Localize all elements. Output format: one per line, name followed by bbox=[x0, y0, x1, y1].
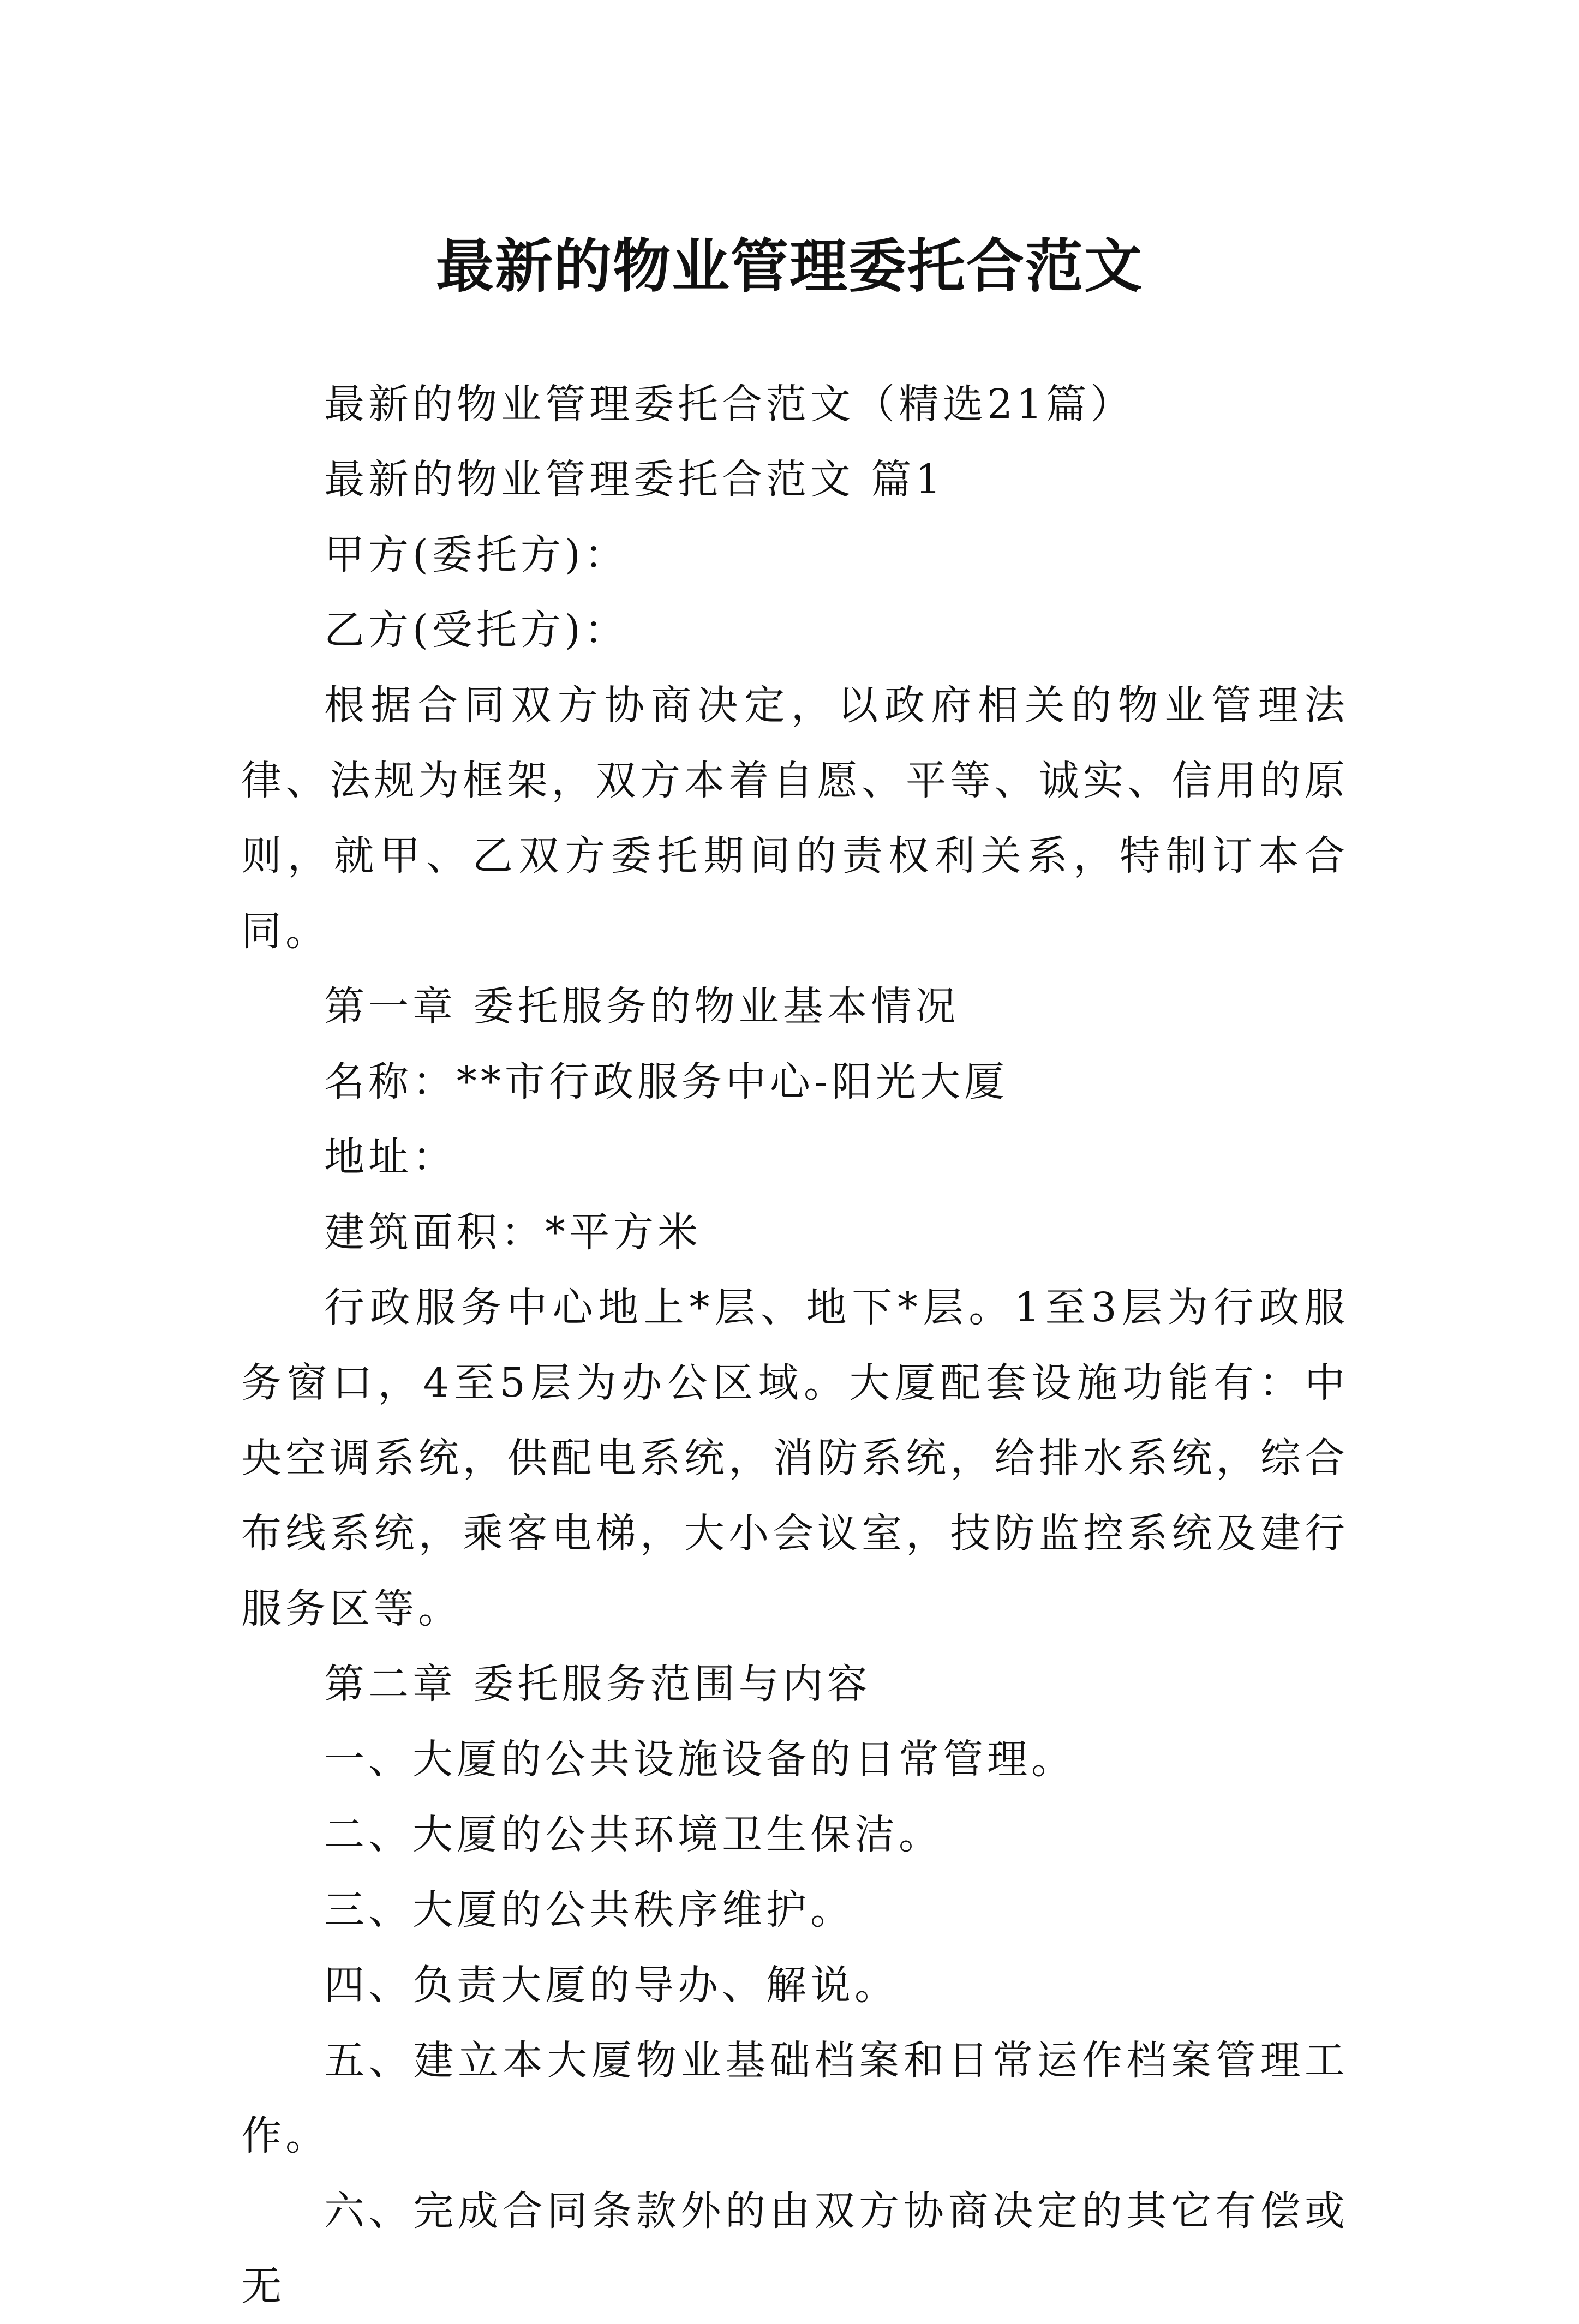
list-item: 三、大厦的公共秩序维护。 bbox=[324, 1886, 854, 1933]
property-address-line: 地址： bbox=[324, 1134, 457, 1181]
chapter-heading: 第一章 委托服务的物业基本情况 bbox=[324, 983, 960, 1030]
building-area-line: 建筑面积：*平方米 bbox=[324, 1209, 702, 1256]
list-item: 五、建立本大厦物业基础档案和日常运作档案管理工作。 bbox=[241, 2037, 1349, 2159]
list-item: 一、大厦的公共设施设备的日常管理。 bbox=[324, 1736, 1075, 1783]
facility-description-paragraph: 行政服务中心地上*层、地下*层。1至3层为行政服务窗口，4至5层为办公区域。大厦配套设施功能有：中央空调系统，供配电系统，消防系统，给排水系统，综合布线系统，乘客电梯，大小会议室，技防监控系统及建行服务区等。 bbox=[241, 1284, 1349, 1632]
list-item: 六、完成合同条款外的由双方协商决定的其它有偿或无 bbox=[241, 2188, 1349, 2310]
chapter-heading: 第二章 委托服务范围与内容 bbox=[324, 1661, 871, 1708]
subtitle-paragraph: 最新的物业管理委托合范文（精选21篇） bbox=[324, 381, 1135, 428]
list-item: 四、负责大厦的导办、解说。 bbox=[324, 1962, 899, 2009]
section-heading: 最新的物业管理委托合范文 篇1 bbox=[324, 456, 945, 503]
document-title: 最新的物业管理委托合范文 bbox=[436, 232, 1143, 301]
preamble-paragraph: 根据合同双方协商决定，以政府相关的物业管理法律、法规为框架，双方本着自愿、平等、诚实、信用的原则，就甲、乙双方委托期间的责权利关系，特制订本合同。 bbox=[241, 682, 1349, 955]
document-body bbox=[241, 367, 1349, 2324]
party-b-line: 乙方(受托方)： bbox=[324, 607, 629, 654]
party-a-line: 甲方(委托方)： bbox=[324, 531, 629, 578]
property-name-line: 名称：**市行政服务中心-阳光大厦 bbox=[324, 1058, 1009, 1105]
list-item: 二、大厦的公共环境卫生保洁。 bbox=[324, 1811, 943, 1858]
